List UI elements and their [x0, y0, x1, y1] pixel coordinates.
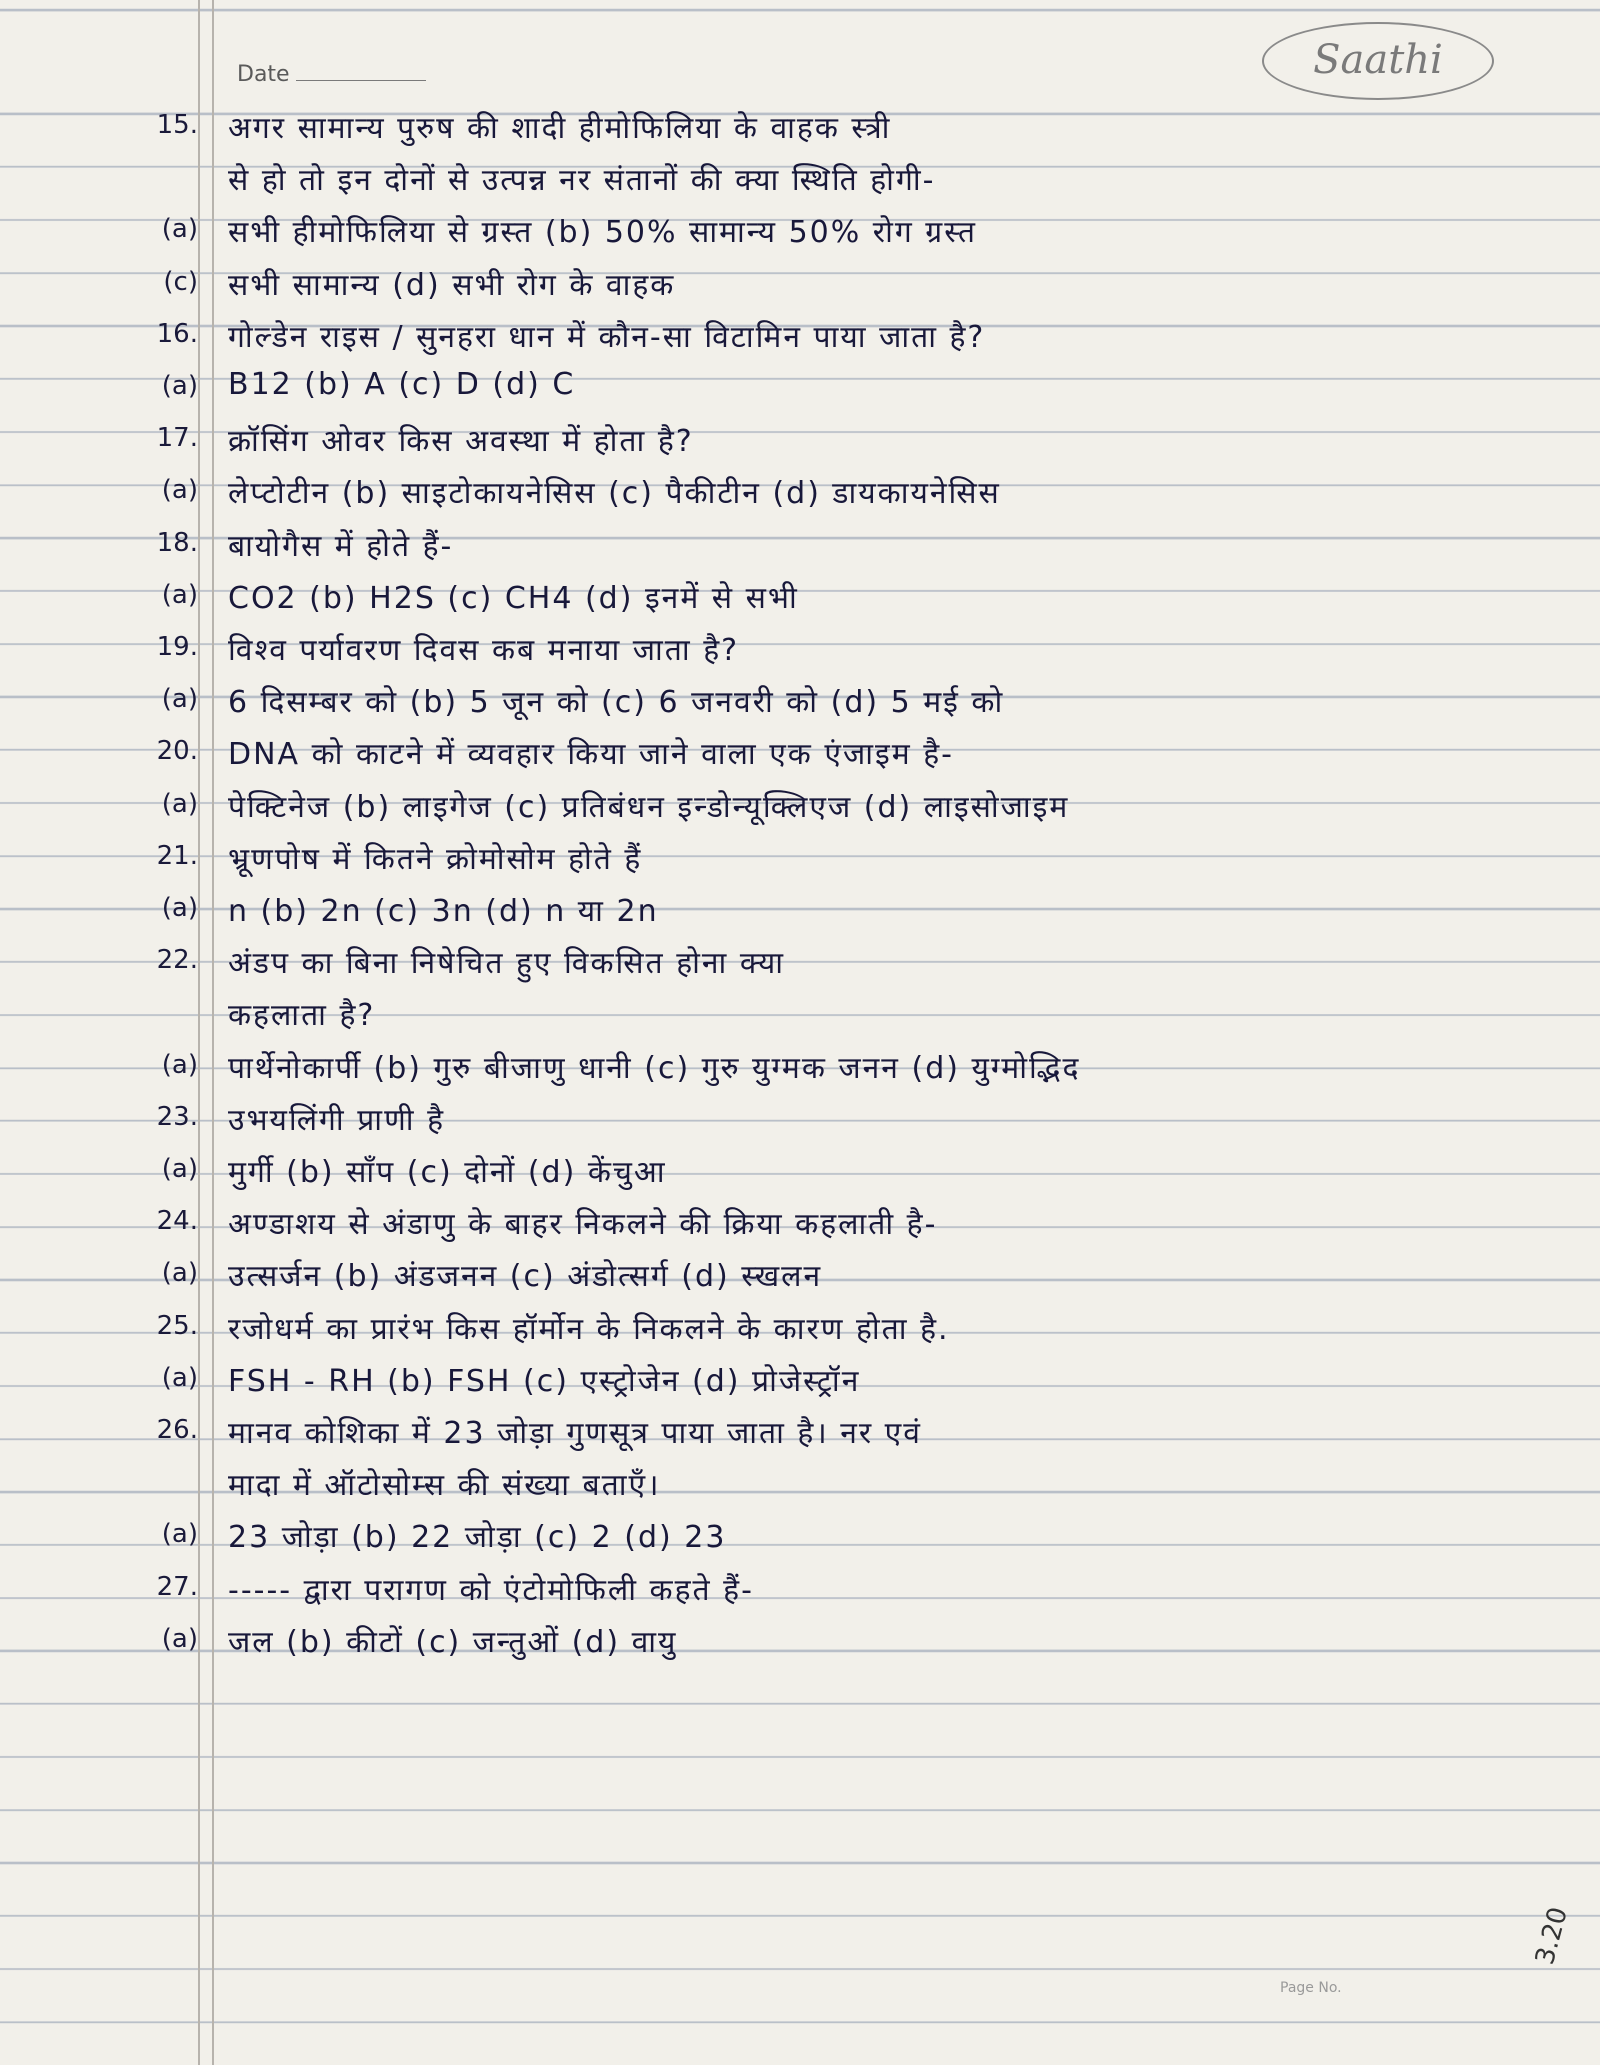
line-row	[0, 1509, 1600, 1561]
date-label: Date	[237, 62, 290, 87]
line-row	[0, 465, 1600, 517]
line-number: (a)	[161, 1154, 198, 1184]
line-text: अगर सामान्य पुरुष की शादी हीमोफिलिया के वाहक स्त्री	[228, 111, 892, 146]
line-number: 24.	[156, 1206, 198, 1237]
line-row	[0, 1248, 1600, 1300]
line-row	[0, 1092, 1600, 1144]
line-text: विश्व पर्यावरण दिवस कब मनाया जाता है?	[228, 633, 740, 668]
line-text: मानव कोशिका में 23 जोड़ा गुणसूत्र पाया जाता है। नर एवं	[228, 1416, 922, 1451]
line-text: से हो तो इन दोनों से उत्पन्न नर संतानों की क्या स्थिति होगी-	[228, 163, 936, 199]
page-number-label: Page No.	[1280, 1980, 1342, 1996]
line-row	[0, 152, 1600, 204]
brand-logo	[1262, 22, 1494, 100]
line-row	[0, 779, 1600, 831]
line-row	[0, 257, 1600, 309]
line-number: (a)	[161, 1362, 198, 1393]
line-number: (a)	[161, 579, 198, 610]
line-number: 16.	[156, 318, 198, 349]
line-text: रजोधर्म का प्रारंभ किस हॉर्मोन के निकलने के कारण होता है.	[228, 1311, 950, 1347]
line-text: FSH - RH (b) FSH (c) एस्ट्रोजेन (d) प्रोजेस्ट्रॉन	[228, 1363, 861, 1399]
line-number: (a)	[161, 788, 198, 819]
line-row	[0, 935, 1600, 987]
line-number: (a)	[161, 1519, 198, 1550]
line-text: बायोगैस में होते हैं-	[228, 528, 454, 564]
line-number: 23.	[156, 1101, 198, 1132]
line-number: 20.	[156, 736, 198, 767]
line-text: CO2 (b) H2S (c) CH4 (d) इनमें से सभी	[228, 580, 799, 616]
line-text: पेक्टिनेज (b) लाइगेज (c) प्रतिबंधन इन्डोन्यूक्लिएज (d) लाइसोजाइम	[228, 789, 1070, 825]
line-row	[0, 622, 1600, 674]
line-row	[0, 1457, 1600, 1509]
line-row	[0, 1405, 1600, 1457]
line-number: 19.	[156, 632, 198, 662]
line-text: भ्रूणपोष में कितने क्रोमोसोम होते हैं	[228, 841, 643, 877]
line-text: अण्डाशय से अंडाणु के बाहर निकलने की क्रिया कहलाती है-	[228, 1207, 938, 1243]
line-text: लेप्टोटीन (b) साइटोकायनेसिस (c) पैकीटीन (d) डायकायनेसिस	[228, 476, 1001, 512]
line-row	[0, 100, 1600, 152]
line-text: सभी सामान्य (d) सभी रोग के वाहक	[228, 267, 676, 303]
line-row	[0, 1353, 1600, 1405]
line-text: DNA को काटने में व्यवहार किया जाने वाला एक एंजाइम है-	[228, 737, 954, 773]
line-text: 6 दिसम्बर को (b) 5 जून को (c) 6 जनवरी को (d) 5 मई को	[228, 685, 1005, 721]
line-row	[0, 204, 1600, 256]
line-text: मादा में ऑटोसोम्स की संख्या बताएँ।	[228, 1468, 661, 1504]
line-row	[0, 1040, 1600, 1092]
line-number: (a)	[161, 371, 198, 401]
line-text: मुर्गी (b) साँप (c) दोनों (d) केंचुआ	[228, 1155, 667, 1190]
line-row	[0, 1562, 1600, 1614]
line-row	[0, 570, 1600, 622]
line-number: (a)	[161, 1258, 198, 1289]
line-number: (a)	[161, 475, 198, 506]
line-text: कहलाता है?	[228, 998, 376, 1034]
line-text: n (b) 2n (c) 3n (d) n या 2n	[228, 894, 659, 929]
line-row	[0, 1144, 1600, 1196]
line-row	[0, 883, 1600, 935]
line-number: 18.	[156, 527, 198, 558]
line-number: (a)	[161, 1049, 198, 1080]
date-blank	[296, 80, 426, 81]
line-text: उत्सर्जन (b) अंडजनन (c) अंडोत्सर्ग (d) स्खलन	[228, 1259, 823, 1295]
line-number: 22.	[156, 945, 198, 976]
line-row	[0, 726, 1600, 778]
line-row	[0, 1614, 1600, 1666]
line-row	[0, 831, 1600, 883]
line-number: (a)	[161, 684, 198, 715]
line-text: क्रॉसिंग ओवर किस अवस्था में होता है?	[228, 424, 694, 460]
line-text: अंडप का बिना निषेचित हुए विकसित होना क्या	[228, 946, 786, 982]
line-row	[0, 1196, 1600, 1248]
line-text: गोल्डेन राइस / सुनहरा धान में कौन-सा विटामिन पाया जाता है?	[228, 319, 986, 355]
brand-name: Saathi	[1313, 37, 1443, 83]
line-number: 15.	[156, 110, 198, 140]
line-text: सभी हीमोफिलिया से ग्रस्त (b) 50% सामान्य 50% रोग ग्रस्त	[228, 215, 977, 251]
side-note: 3.20	[1530, 1904, 1574, 1968]
line-number: (c)	[163, 266, 198, 297]
line-number: 26.	[156, 1415, 198, 1445]
line-number: 25.	[156, 1310, 198, 1341]
line-row	[0, 674, 1600, 726]
line-number: 21.	[156, 840, 198, 871]
line-text: उभयलिंगी प्राणी है	[228, 1102, 446, 1138]
line-number: (a)	[161, 214, 198, 245]
line-text: पार्थेनोकार्पी (b) गुरु बीजाणु धानी (c) गुरु युग्मक जनन (d) युग्मोद्भिद	[228, 1050, 1081, 1086]
line-number: 17.	[156, 423, 198, 454]
line-text: B12 (b) A (c) D (d) C	[228, 367, 576, 402]
line-row	[0, 987, 1600, 1039]
line-number: (a)	[161, 1623, 198, 1654]
line-row	[0, 1301, 1600, 1353]
line-number: (a)	[161, 893, 198, 923]
date-field	[237, 62, 426, 87]
line-row	[0, 413, 1600, 465]
line-text: जल (b) कीटों (c) जन्तुओं (d) वायु	[228, 1624, 678, 1660]
line-row	[0, 309, 1600, 361]
line-number: 27.	[156, 1571, 198, 1602]
line-text: 23 जोड़ा (b) 22 जोड़ा (c) 2 (d) 23	[228, 1520, 727, 1556]
line-row	[0, 361, 1600, 413]
line-row	[0, 518, 1600, 570]
line-text: ----- द्वारा परागण को एंटोमोफिली कहते हैं-	[228, 1572, 754, 1608]
